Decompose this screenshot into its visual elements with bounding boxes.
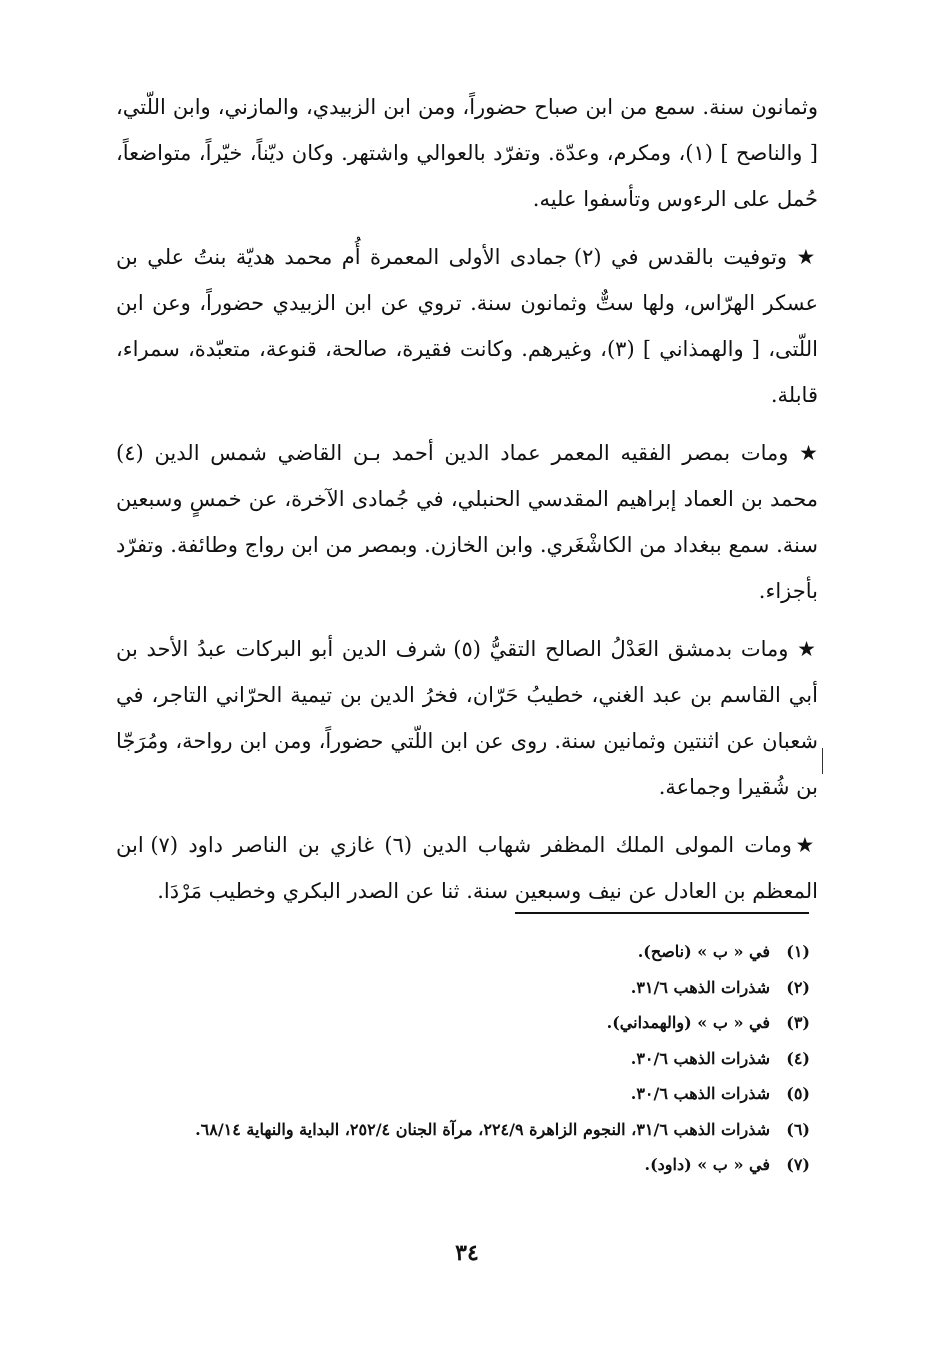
- footnote-number: (١): [786, 942, 810, 961]
- footnote-text: شذرات الذهب ٣١/٦، النجوم الزاهرة ٢٢٤/٩، مرآة الجنان ٢٥٢/٤، البداية والنهاية ٦٨/١٤.: [195, 1119, 770, 1139]
- paragraph: ★ ومات بدمشق العَدْلُ الصالح التقيُّ (٥) شرف الدين أبو البركات عبدُ الأحد بن أبي القاسم بن عبد الغني، خطيبُ حَرّان، فخرُ الدين بن تيمية الحرّاني التاجر، في شعبان عن اثنتين وثمانين سنة. روى عن ابن اللّتي حضوراً، ومن ابن رواحة، ومُرَجّا بن شُقيرا وجماعة.: [116, 637, 818, 799]
- footnote: [116, 1112, 810, 1148]
- page-number: ٣٤: [455, 1240, 479, 1266]
- paragraph: وثمانون سنة. سمع من ابن صباح حضوراً، ومن ابن الزبيدي، والمازني، وابن اللّتي، [ والناصح ] (١)، ومكرم، وعدّة. وتفرّد بالعوالي واشتهر. وكان ديّناً، خيّراً، متواضعاً، حُمل على الرءوس وتأسفوا عليه.: [116, 95, 819, 211]
- footnote-number: (٤): [786, 1048, 810, 1068]
- footnote: [116, 1041, 810, 1077]
- footnote: [116, 1005, 810, 1041]
- footnote: [116, 1076, 810, 1112]
- footnote-number: (٥): [786, 1084, 810, 1103]
- footnote-number: (٦): [786, 1119, 810, 1139]
- footnote-number: (٧): [786, 1155, 810, 1174]
- footnote-text: شذرات الذهب ٣٠/٦.: [630, 1084, 770, 1103]
- footnote-number: (٢): [786, 977, 810, 997]
- footnote-text: شذرات الذهب ٣١/٦.: [630, 977, 770, 997]
- margin-mark: [822, 748, 823, 774]
- footnote-text: في « ب » (والهمداني).: [606, 1013, 770, 1032]
- footnote-number: (٣): [786, 1013, 810, 1032]
- paragraph: ★ وتوفيت بالقدس في (٢) جمادى الأولى المعمرة أُم محمد هديّة بنتُ علي بن عسكر الهرّاس، ولها ستٌّ وثمانون سنة. تروي عن ابن الزبيدي حضوراً، وعن ابن اللّتى، [ والهمذاني ] (٣)، وغيرهم. وكانت فقيرة، صالحة، قنوعة، متعبّدة، سمراء، قابلة.: [116, 245, 819, 407]
- paragraph: ★ ومات بمصر الفقيه المعمر عماد الدين أحمد بـن القاضي شمس الدين (٤) محمد بن العماد إبراهيم المقدسي الحنبلي، في جُمادى الآخرة، عن خمسٍ وسبعين سنة. سمع ببغداد من الكاشْغَري. وابن الخازن. وبمصر من ابن رواج وطائفة. وتفرّد بأجزاء.: [116, 441, 818, 603]
- footnote: [116, 970, 810, 1006]
- footnote-text: شذرات الذهب ٣٠/٦.: [630, 1048, 770, 1068]
- paragraph: ★ومات المولى الملك المظفر شهاب الدين (٦) غازي بن الناصر داود (٧) ابن المعظم بن العادل عن نيف وسبعين سنة. ثنا عن الصدر البكري وخطيب مَرْدَا.: [116, 833, 818, 903]
- footnote: [116, 934, 810, 970]
- main-text: [116, 84, 818, 926]
- footnote: [116, 1147, 810, 1183]
- footnote-separator: [515, 912, 809, 914]
- footnote-text: في « ب » (ناصح).: [637, 942, 770, 961]
- footnotes: [116, 934, 810, 1183]
- footnote-text: في « ب » (داود).: [644, 1155, 770, 1174]
